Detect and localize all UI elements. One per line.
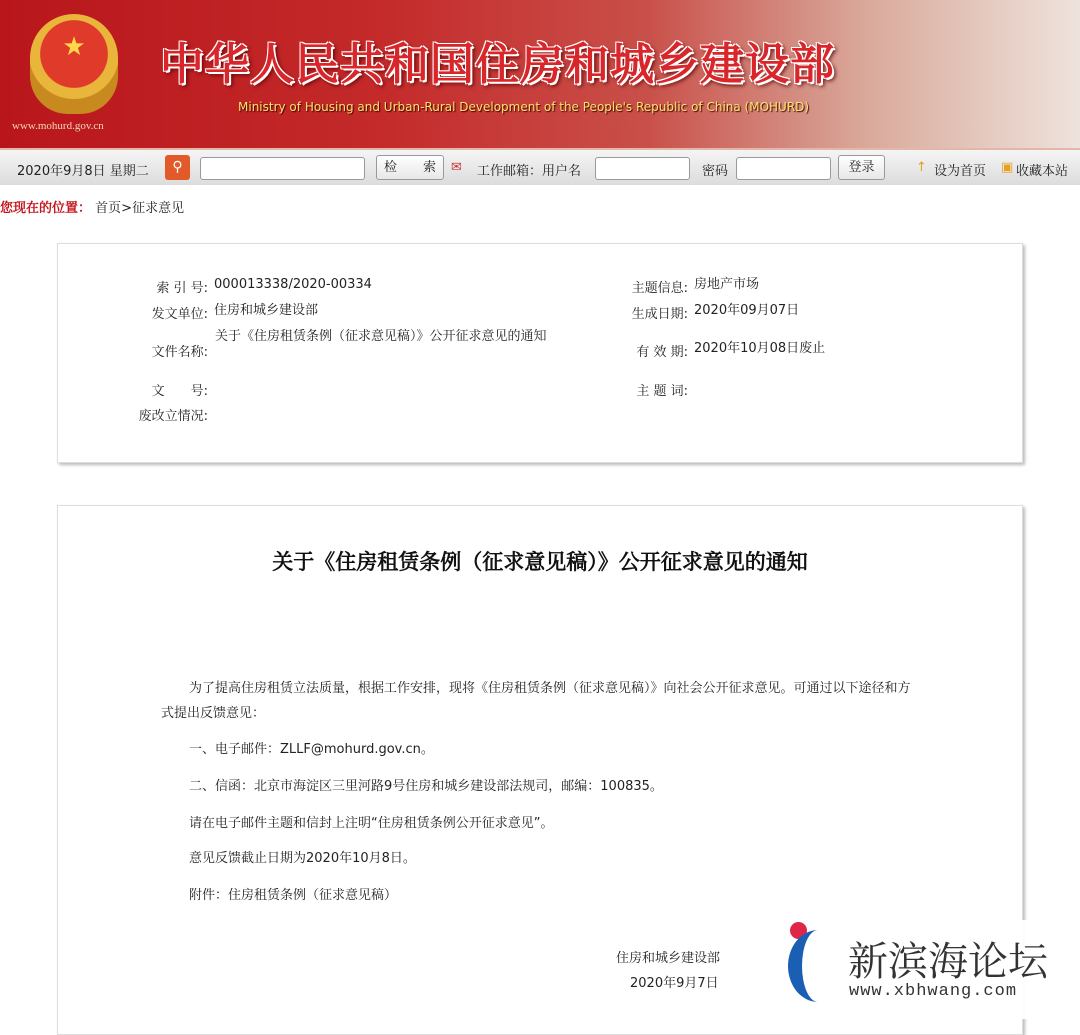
search-input[interactable] [200,157,365,180]
info-label: 废改立情况: [138,409,208,424]
deadline-line: 意见反馈截止日期为2020年10月8日。 [189,851,416,866]
header-banner [0,0,1080,148]
logo-arc-icon [788,930,848,1002]
email-line: 一、电子邮件：ZLLF@mohurd.gov.cn。 [189,742,434,757]
info-row [578,380,998,398]
info-label: 发文单位: [151,307,208,322]
breadcrumb-path[interactable]: 首页>征求意见 [95,201,185,216]
article-paragraph: 为了提高住房租赁立法质量，根据工作安排，现将《住房租赁条例（征求意见稿）》向社会公开征求意见。可通过以下途径和方 [189,681,911,696]
document-info-panel [57,243,1023,463]
info-row [98,405,518,423]
info-label: 主题信息: [631,281,688,296]
issuer: 住房和城乡建设部 [214,303,319,318]
document-name: 关于《住房租赁条例（征求意见稿）》公开征求意见的通知 [215,329,547,344]
info-label: 生成日期: [631,307,688,322]
ministry-title: 中华人民共和国住房和城乡建设部 [160,39,835,90]
bookmark-icon: ▣ [1001,160,1014,175]
mail-address-line: 二、信函：北京市海淀区三里河路9号住房和城乡建设部法规司，邮编：100835。 [189,779,663,794]
info-label: 索 引 号: [156,281,208,296]
search-button[interactable]: 检 索 [376,155,444,180]
mail-label: 工作邮箱：用户名 [477,164,582,179]
current-date: 2020年9月8日 星期二 [17,164,149,179]
topic: 房地产市场 [694,277,760,292]
bookmark-link[interactable]: 收藏本站 [1016,164,1069,179]
ministry-title-en: Ministry of Housing and Urban-Rural Development of the People's Republic of China (MOHURD) [238,100,810,114]
article-paragraph: 式提出反馈意见： [161,706,266,721]
username-input[interactable] [595,157,690,180]
info-row [98,303,518,321]
article-paragraph: 请在电子邮件主题和信封上注明“住房租赁条例公开征求意见”。 [189,816,554,831]
breadcrumb-label: 您现在的位置 [0,201,79,216]
info-row [578,303,998,321]
info-row [578,277,998,295]
watermark-logo [786,920,1080,1019]
sign-date: 2020年9月7日 [630,976,719,991]
toolbar [0,148,1080,185]
article-title: 关于《住房租赁条例（征求意见稿）》公开征求意见的通知 [272,550,808,574]
info-row [578,341,998,359]
watermark-url: www.xbhwang.com [849,982,1018,1001]
generated-date: 2020年09月07日 [694,303,800,318]
info-label: 有 效 期: [636,345,688,360]
breadcrumb-colon: ： [78,201,92,216]
password-label: 密码 [702,164,729,179]
info-row [98,380,518,398]
national-emblem-icon: ★ [30,14,118,114]
home-arrow-icon: ↑ [916,160,927,175]
watermark-name: 新滨海论坛 [848,939,1048,985]
search-icon[interactable]: ⚲ [165,155,190,180]
password-input[interactable] [736,157,831,180]
info-label: 文 号: [151,384,208,399]
mail-icon: ✉ [451,160,462,175]
site-url: www.mohurd.gov.cn [12,120,104,132]
login-button[interactable]: 登录 [838,155,885,180]
info-label: 主 题 词: [636,384,688,399]
validity: 2020年10月08日废止 [694,341,826,356]
set-home-link[interactable]: 设为首页 [934,164,987,179]
index-number: 000013338/2020-00334 [214,277,372,292]
info-row [98,277,518,295]
attachment-link[interactable]: 附件：住房租赁条例（征求意见稿） [189,888,398,903]
info-label: 文件名称: [151,345,208,360]
breadcrumb [0,197,184,216]
signer: 住房和城乡建设部 [616,951,721,966]
